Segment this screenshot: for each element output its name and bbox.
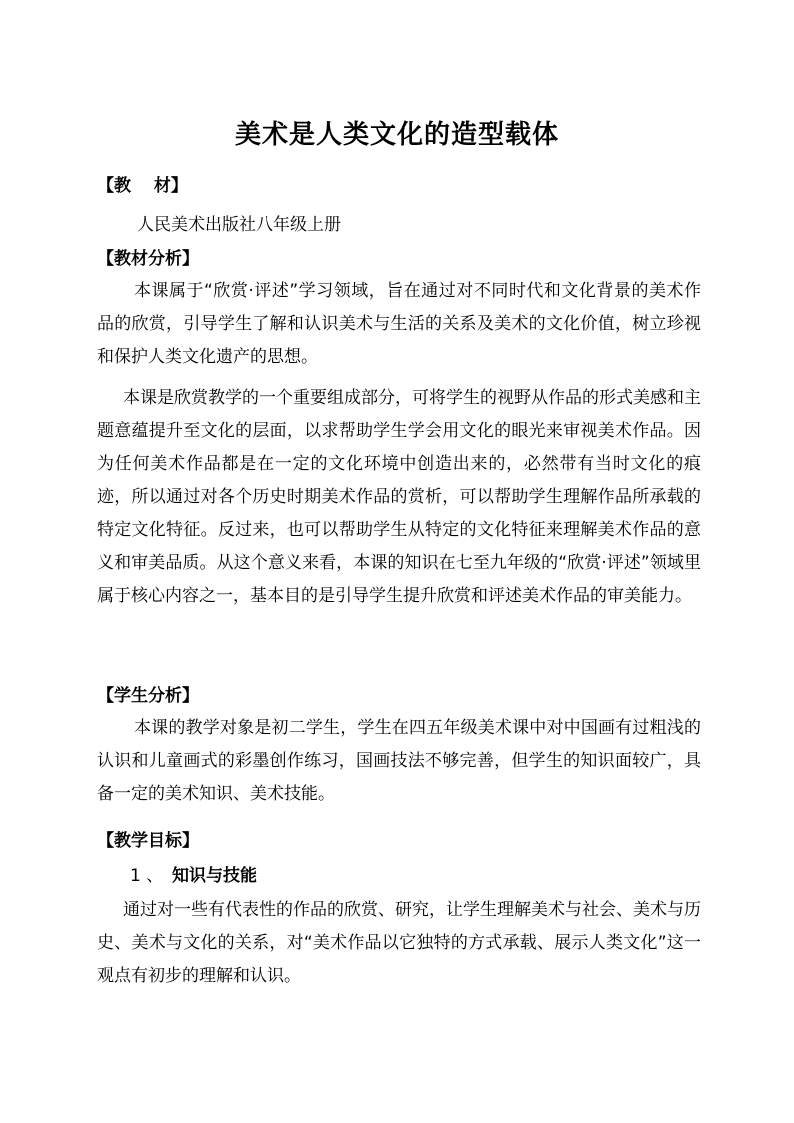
- page-title: 美术是人类文化的造型载体: [234, 120, 559, 150]
- heading-teaching-goals: 【教学目标】: [97, 831, 199, 851]
- goal-item-1-title: 知识与技能: [172, 866, 257, 886]
- heading-student-analysis: 【学生分析】: [97, 686, 199, 706]
- goal-item-1-number: 1 、: [130, 866, 164, 886]
- material-analysis-paragraph-1: 本课属于“欣赏·评述”学习领域，旨在通过对不同时代和文化背景的美术作品的欣赏，引导学生了解和认识美术与生活的关系及美术的文化价值，树立珍视和保护人类文化遗产的思想。: [97, 281, 701, 367]
- material-analysis-paragraph-2: 本课是欣赏教学的一个重要组成部分，可将学生的视野从作品的形式美感和主题意蕴提升至文化的层面，以求帮助学生学会用文化的眼光来审视美术作品。因为任何美术作品都是在一定的文化环境中创造出来的，必然带有当时文化的痕迹，所以通过对各个历史时期美术作品的赏析，可以帮助学生理解作品所承载的特定文化特征。反过来，也可以帮助学生从特定的文化特征来理解美术作品的意义和审美品质。从这个意义来看，本课的知识在七至九年级的“欣赏·评述”领域里属于核心内容之一，基本目的是引导学生提升欣赏和评述美术作品的审美能力。: [97, 388, 701, 606]
- goal-item-1-text: 通过对一些有代表性的作品的欣赏、研究，让学生理解美术与社会、美术与历史、美术与文化的关系，对“美术作品以它独特的方式承载、展示人类文化”这一观点有初步的理解和认识。: [97, 900, 701, 986]
- heading-textbook: 【教 材】: [97, 176, 188, 196]
- heading-material-analysis: 【教材分析】: [97, 249, 199, 269]
- student-analysis-paragraph: 本课的教学对象是初二学生，学生在四五年级美术课中对中国画有过粗浅的认识和儿童画式的彩墨创作练习，国画技法不够完善，但学生的知识面较广，具备一定的美术知识、美术技能。: [97, 718, 701, 804]
- textbook-content: 人民美术出版社八年级上册: [137, 215, 341, 235]
